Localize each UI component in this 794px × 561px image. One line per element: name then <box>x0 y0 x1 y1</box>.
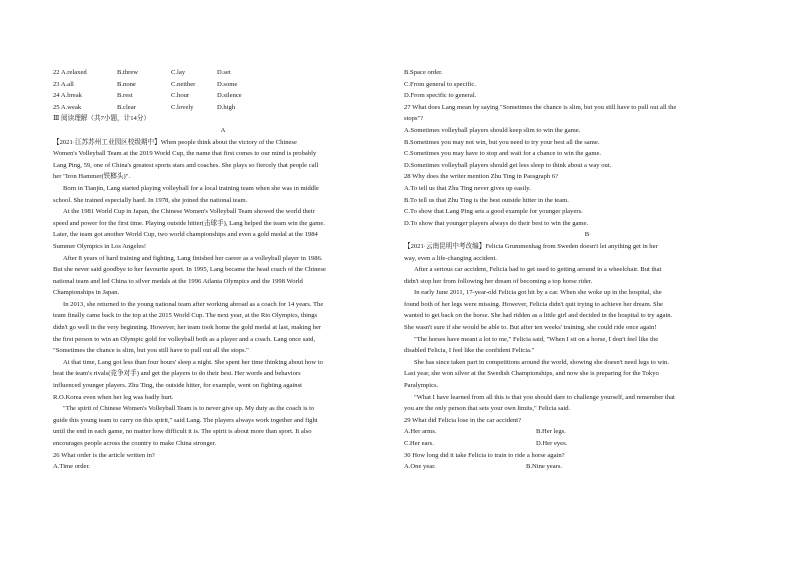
left-column <box>53 67 393 473</box>
passage-line: "Sometimes the chance is slim, but you still have to pull out all the stops." <box>53 347 249 355</box>
passage-line: 【2021·云南昆明中考改编】Felicia Grummenhag from Sweden doesn't let anything get in her <box>404 242 658 250</box>
passage-line: 【2021·江苏苏州工业园区校级期中】When people think about the victory of the Chinese <box>53 138 297 146</box>
section-heading: Ⅲ 阅读理解（共7小题，计14分） <box>53 115 151 123</box>
passage-line: Lang Ping, 59, one of China's greatest sports stars and coaches. She plays so fiercely that people call <box>53 161 319 169</box>
passage-line: found both of her legs were missing. However, Felicia didn't quit trying to achieve her dream. She <box>404 300 663 308</box>
passage-line: didn't go well in the very beginning. However, her team took home the gold medal at last, making her <box>53 324 322 332</box>
text-line: B.To tell us that Zhu Ting is the best outside hitter in the team. <box>404 196 569 204</box>
passage-line: national team and led China to silver medals at the 1996 Atlanta Olympics and the 1998 World <box>53 277 303 285</box>
question-28-options <box>404 183 770 229</box>
cloze-option: B.rest <box>117 92 133 100</box>
question-28-stem: 28 Why does the writer mention Zhu Ting in Paragraph 6? <box>404 173 559 181</box>
cloze-option: C.neither <box>171 80 196 88</box>
passage-line: R.O.Korea even when her leg was badly hurt. <box>53 393 174 401</box>
question-29-stem: 29 What did Felicia lose in the car accident? <box>404 416 522 424</box>
passage-line: until the end in each game, no matter how difficult it is. The spirit is about more than sport. It also <box>53 428 312 436</box>
passage-a <box>53 137 393 450</box>
question-30-option-b: B.Nine years. <box>526 463 563 471</box>
passage-line: didn't stop her from following her dream of becoming a top horse rider. <box>404 277 593 285</box>
passage-line: She has since taken part in competitions around the world, showing she doesn't need legs to win. <box>414 358 669 366</box>
question-29-options-ab <box>404 426 770 438</box>
text-line: D.To show that younger players always do their best to win the game. <box>404 219 589 227</box>
passage-line: Championships in Japan. <box>53 289 120 297</box>
text-line: A.To tell us that Zhu Ting never gives up easily. <box>404 184 531 192</box>
passage-line: team finally came back to the top at the 2015 World Cup. The next year, at the Rio Olympics, things <box>53 312 318 320</box>
question-27-stem <box>404 102 770 125</box>
question-30-option-a: A.One year. <box>404 463 436 471</box>
passage-line: Later, the team got another World Cup, two world championships and even a gold medal at the 1984 <box>53 231 318 239</box>
passage-line: you are the only person that sets your own limits," Felicia said. <box>404 405 571 413</box>
question-30-options-ab <box>404 461 770 473</box>
cloze-option: C.hour <box>171 92 190 100</box>
cloze-row <box>53 67 393 79</box>
passage-line: But she never said goodbye to her favourite sport. In 1995, Lang became the head coach of the Chinese <box>53 266 326 274</box>
cloze-row <box>53 90 393 102</box>
passage-line: wanted to get back on the horse. She had ridden as a little girl and decided in the hospital to try again. <box>404 312 673 320</box>
passage-line: Women's Volleyball Team at the 2019 World Cup, the name that first comes to our mind is probably <box>53 150 317 158</box>
passage-line: her "Iron Hammer(铁榔头)". <box>53 173 130 181</box>
passage-line: In early June 2011, 17-year-old Felicia got hit by a car. When she woke up in the hospital, she <box>414 289 662 297</box>
question-29-option-b: B.Her legs. <box>536 428 566 436</box>
passage-line: In 2013, she returned to the young national team after working abroad as a coach for 14 years. The <box>63 300 324 308</box>
passage-line: school. She trained especially hard. In 1978, she joined the national team. <box>53 196 248 204</box>
question-29-options-cd <box>404 438 770 450</box>
cloze-option: C.lay <box>171 69 186 76</box>
cloze-option: 23 A.all <box>53 80 74 88</box>
cloze-option: B.clear <box>117 103 136 111</box>
passage-line: At the 1981 World Cup in Japan, the Chinese Women's Volleyball Team showed the world their <box>63 208 315 216</box>
question-30-stem: 30 How long did it take Felicia to train to ride a horse again? <box>404 451 565 459</box>
passage-a-label: A <box>220 126 226 134</box>
passage-line: Paralympics. <box>404 382 439 390</box>
text-line: B.Space order. <box>404 69 443 76</box>
passage-line: Last year, she won silver at the Swedish Championships, and now she is preparing for the Tokyo <box>404 370 659 378</box>
passage-line: "The spirit of Chinese Women's Volleyball Team is to never give up. My duty as the coach is to <box>63 405 315 413</box>
cloze-option: 22 A.relaxed <box>53 69 87 76</box>
text-line: A.Sometimes volleyball players should keep slim to win the game. <box>404 126 581 134</box>
question-29-option-c: C.Her ears. <box>404 440 434 447</box>
passage-line: disabled Felicia, I feel like the confident Felicia." <box>404 347 535 355</box>
cloze-row <box>53 102 393 114</box>
right-column <box>404 67 770 473</box>
cloze-option: D.set <box>217 69 231 76</box>
passage-line: speed and power for the first time. Playing outside hitter(击球手), Lang helped the team win the game. <box>53 219 325 227</box>
text-line: B.Sometimes you may not win, but you need to try your best all the same. <box>404 138 600 146</box>
text-line: C.From general to specific. <box>404 80 476 88</box>
cloze-option: 25 A.weak <box>53 103 82 111</box>
text-line: D.From specific to general. <box>404 92 477 100</box>
question-26-options-rest <box>404 67 770 102</box>
cloze-option: 24 A.break <box>53 92 82 100</box>
passage-line: the first person to win an Olympic gold for volleyball both as a player and a coach. Lang once said, <box>53 335 316 343</box>
cloze-option: B.threw <box>117 69 139 76</box>
text-line: C.To show that Lang Ping sets a good example for younger players. <box>404 208 583 216</box>
passage-line: beat the team's rivals(竞争对手) and get the players to do their best. Her words and behaviors <box>53 370 301 378</box>
passage-line: guide this young team to carry on this spirit," said Lang. The players always work together and fight <box>53 416 318 424</box>
passage-line: "What I have learned from all this is that you should dare to challenge yourself, and remember that <box>414 393 675 401</box>
passage-b <box>404 241 770 415</box>
text-line: stops"? <box>404 115 424 123</box>
question-27-options <box>404 125 770 171</box>
passage-line: way, even a life-changing accident. <box>404 254 497 262</box>
passage-line: She wasn't sure if she would be able to. But after ten weeks' training, she could ride once again! <box>404 324 657 332</box>
cloze-option: C.lovely <box>171 103 194 111</box>
passage-line: Born in Tianjin, Lang started playing volleyball for a local training team when she was in middle <box>63 184 319 192</box>
question-26-option-a: A.Time order. <box>53 463 90 471</box>
question-26-stem: 26 What order is the article written in? <box>53 451 155 459</box>
question-29-option-d: D.Her eyes. <box>536 440 568 447</box>
cloze-option: B.none <box>117 80 136 88</box>
passage-b-label: B <box>584 231 590 239</box>
text-line: C.Sometimes you may have to stop and wait for a chance to win the game. <box>404 150 602 158</box>
cloze-option: D.silence <box>217 92 242 100</box>
text-line: 27 What does Lang mean by saying "Sometimes the chance is slim, but you still have to pull out all the <box>404 103 677 111</box>
cloze-row <box>53 79 393 91</box>
question-29-option-a: A.Her arms. <box>404 428 437 436</box>
passage-line: After a serious car accident, Felicia had to get used to getting around in a wheelchair. But that <box>414 266 662 274</box>
passage-line: Summer Olympics in Los Angeles! <box>53 242 147 250</box>
cloze-option: D.high <box>217 103 236 111</box>
cloze-options <box>53 67 393 113</box>
text-line: D.Sometimes volleyball players should get less sleep to think about a way out. <box>404 161 612 169</box>
passage-line: influenced younger players. Zhu Ting, the outside hitter, for example, went on fighting against <box>53 382 302 390</box>
passage-line: "The horses have meant a lot to me," Felicia said, "When I sit on a horse, I don't feel like the <box>414 335 659 343</box>
passage-line: At that time, Lang got less than four hours' sleep a night. She spent her time thinking about how to <box>63 358 323 366</box>
passage-line: encourages people across the country to make China stronger. <box>53 440 217 447</box>
cloze-option: D.some <box>217 80 238 88</box>
passage-line: After 8 years of hard training and fighting, Lang finished her career as a volleyball player in 1986. <box>63 254 323 262</box>
